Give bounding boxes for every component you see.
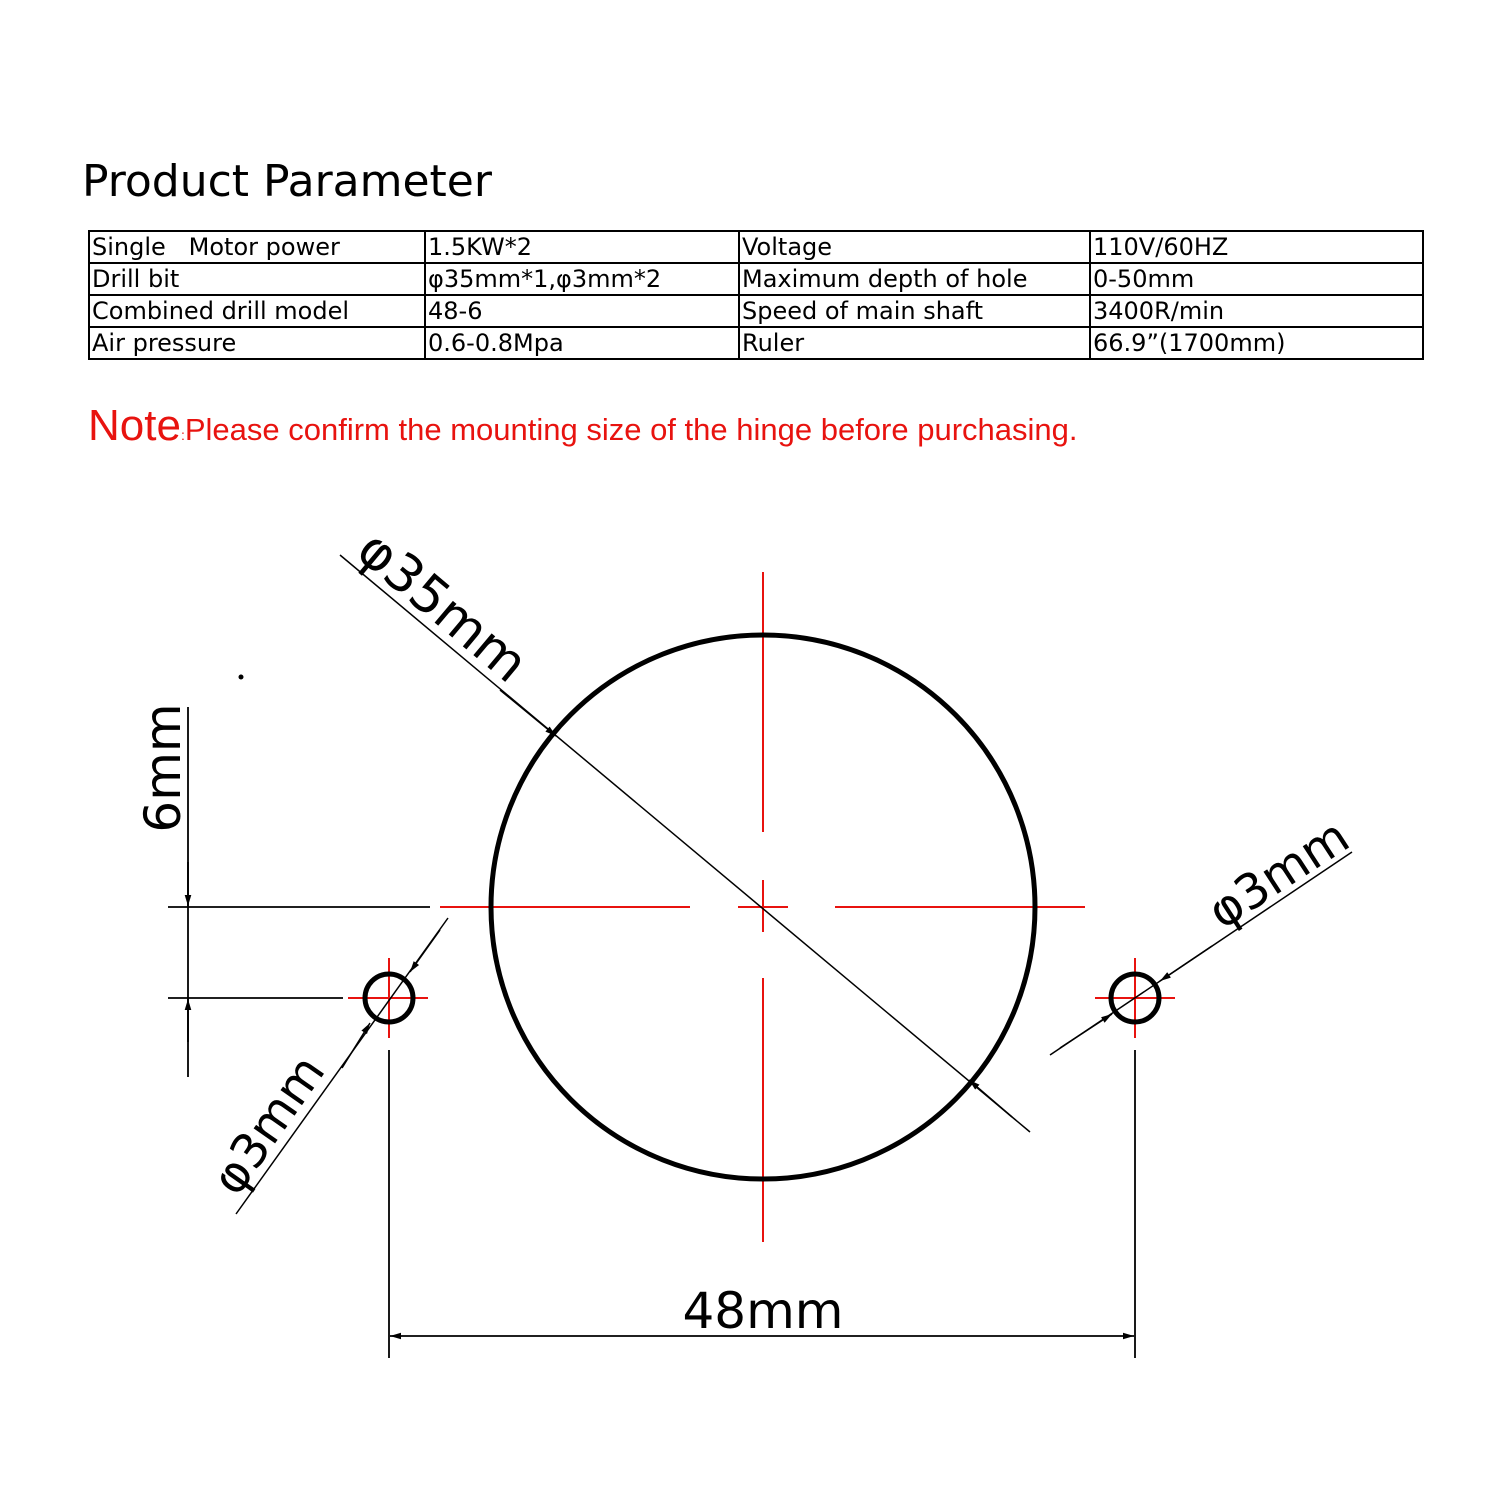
dot-mark — [239, 675, 244, 680]
table-cell: 0-50mm — [1090, 263, 1423, 295]
note-label: Note — [88, 401, 181, 450]
table-cell: 48-6 — [425, 295, 739, 327]
table-cell: Air pressure — [89, 327, 425, 359]
note-colon: : — [180, 427, 185, 443]
table-cell: 110V/60HZ — [1090, 231, 1423, 263]
page-title: Product Parameter — [82, 156, 492, 207]
table-cell: 0.6-0.8Mpa — [425, 327, 739, 359]
table-cell: 1.5KW*2 — [425, 231, 739, 263]
table-cell: φ35mm*1,φ3mm*2 — [425, 263, 739, 295]
table-cell: Combined drill model — [89, 295, 425, 327]
table-cell: 3400R/min — [1090, 295, 1423, 327]
table-cell: Single Motor power — [89, 231, 425, 263]
table-cell: Speed of main shaft — [739, 295, 1090, 327]
table-cell: Ruler — [739, 327, 1090, 359]
centerlines-large-hole — [440, 572, 1085, 1242]
left-small-diameter-label: φ3mm — [200, 1045, 337, 1205]
table-cell: Drill bit — [89, 263, 425, 295]
table-cell: Voltage — [739, 231, 1090, 263]
table-cell: 66.9”(1700mm) — [1090, 327, 1423, 359]
spacing-label: 48mm — [682, 1282, 844, 1340]
offset-label: 6mm — [134, 703, 192, 833]
right-small-diameter-label: φ3mm — [1198, 808, 1360, 941]
note-text: Please confirm the mounting size of the hinge before purchasing. — [184, 412, 1078, 447]
centerlines-small-holes — [348, 958, 1175, 1038]
large-diameter-label: φ35mm — [345, 518, 539, 695]
table-cell: Maximum depth of hole — [739, 263, 1090, 295]
